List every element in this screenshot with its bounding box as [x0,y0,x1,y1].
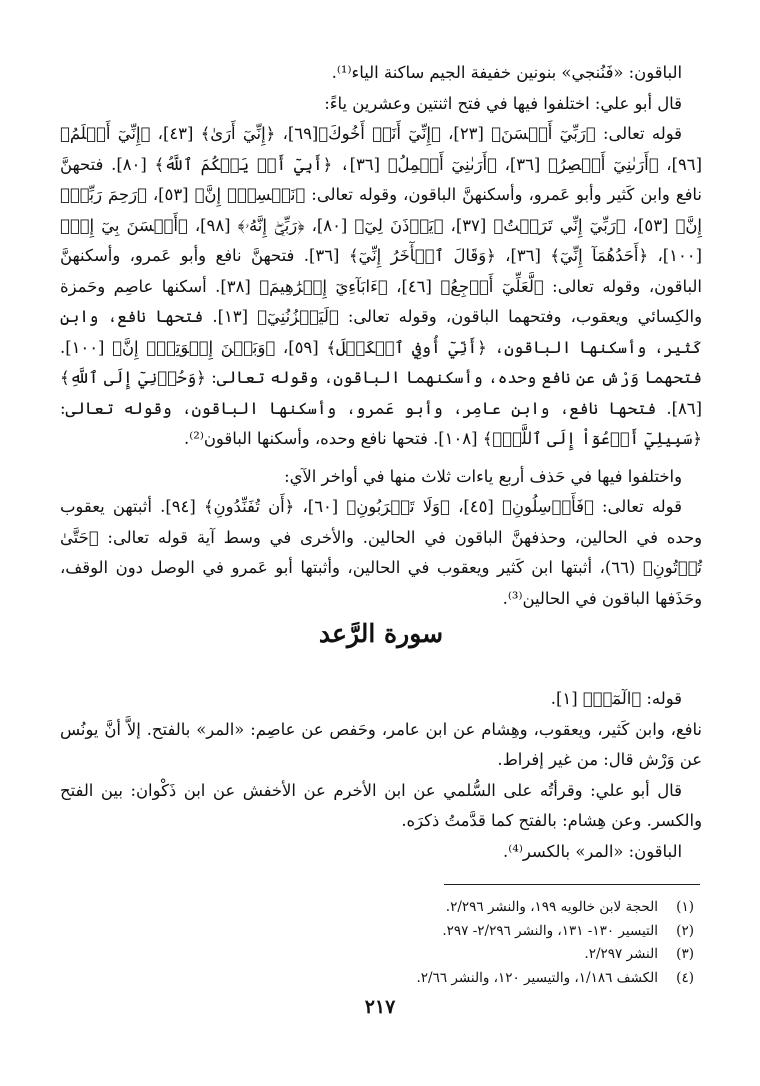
footnote-text: النشر ٢/٢٩٧. [584,946,658,962]
paragraph: الباقون: «المر» بالكسر⁽⁴⁾. [502,841,682,861]
footnote-text: الحجة لابن خالويه ١٩٩، والنشر ٢/٢٩٦. [445,899,658,915]
footnote [60,967,694,991]
paragraph: الباقون: «فَنُنجي» بنونين خفيفة الجيم ساكنة الياء⁽¹⁾. [331,63,682,82]
paragraph: نافع، وابن كَثير، ويعقوب، وهِشام عن ابن عامر، وحَفص عن عاصِم: «المر» بالفتح. إلاَّ أنَّ يونُس عن وَرْش قال: من غير إفراط. [60,719,702,769]
section-title: سورة الرَّعد [318,619,444,648]
footnotes [60,896,694,990]
footnote-number: (٣) [676,946,694,962]
section-text-block [60,684,702,867]
paragraph: قال أبو علي: وقرأتُه على السُّلمي عن ابن الأخرم عن الأخفش عن ابن ذَكْوان: بين الفتح والكسر. وعن هِشام: بالفتح كما قدَّمتُ ذكرَه. [60,780,702,830]
footnote [60,896,694,920]
footnote [60,943,694,967]
paragraph: واختلفوا فيها في حَذف أربع ياءات ثلاث منها في أواخر الآي: [284,466,682,486]
paragraph: قوله: ﴿الٓمٓرۚ﴾ [١]. [550,689,682,708]
paragraph: قوله تعالى: ﴿فَأَرۡسِلُونِ﴾ [٤٥]، ﴿وَلَا تَقۡرَبُونِ﴾ [٦٠]، ﴿أَن تُفَنِّدُونِ﴾ [٩٤]. أثبتهن يعقوب وحده في الحالين، وحذفهنَّ الباقون في الحالين. والأخرى في وسط آية قوله تعالى: ﴿حَتَّىٰ تُؤۡتُونِ﴾ (٦٦)، أثبتها ابن كَثير ويعقوب في الحالين، وأثبتها أبو عَمرو في الوصل دون الوقف، وحَذَفها الباقون في الحالين⁽³⁾. [60,497,702,608]
footnote-text: الكشف ١/١٨٦، والتيسير ١٢٠، والنشر ٢/٦٦. [416,969,658,986]
footnote-number: (١) [676,899,694,915]
footnote [60,920,694,944]
paragraph: قال أبو علي: اختلفوا فيها في فتح اثنتين وعشرين ياءً: [324,93,682,113]
page-number: ٢١٧ [364,996,396,1018]
paragraph: قوله تعالى: ﴿رَبِّيٓ أَحۡسَنَ﴾ [٢٣]، ﴿إِنِّيٓ أَنَا۠ أَخُوكَ﴾[٦٩]، ﴿إِنِّيٓ أَرَىٰ﴾ [٤٣]، ﴿إِنِّيٓ أَعۡلَمُ﴾ [٩٦]، ﴿أَرَىٰنِيٓ أَعۡصِرُ﴾ [٣٦]، ﴿أَرَىٰنِيٓ أَحۡمِلُ﴾ [٣٦]، ﴿أَبِيٓ أَوۡ يَحۡكُمَ ٱللَّهُ﴾ [٨٠]. فتحهنَّ نافع وابن كَثير وأبو عَمرو، وأسكنهنَّ الباقون، وقوله تعالى: ﴿نَفۡسِيٓۚ إِنَّ﴾ [٥٣]، ﴿رَحِمَ رَبِّيٓۚ إِنَّ﴾ [٥٣]، ﴿رَبِّيٓ إِنِّي تَرَكۡتُ﴾ [٣٧]، ﴿يَأۡذَنَ لِيٓ﴾ [٨٠]، ﴿رَبِّيٓۖ إِنَّهُۥ﴾ [٩٨]، ﴿أَحۡسَنَ بِيٓ إِذۡ﴾ [١٠٠]، ﴿أَحَدُهُمَآ إِنِّيٓ﴾ [٣٦]، ﴿وَقَالَ ٱلۡأٓخَرُ إِنِّيٓ﴾ [٣٦]. فتحهنَّ نافع وأبو عَمرو، وأسكنهنَّ الباقون، وقوله تعالى: ﴿لَّعَلِّيٓ أَرۡجِعُ﴾ [٤٦]، ﴿ءَابَآءِيٓ إِبۡرَٰهِيمَ﴾ [٣٨]. أسكنها عاصِم وحَمزة والكِسائي ويعقوب، وفتحهما الباقون، وقوله تعالى: ﴿لَيَحۡزُنُنِيٓ﴾ [١٣]. فتحها نافع، وابن كَثير، وأسكنها الباقون، ﴿أَنِّيٓ أُوفِي ٱلۡكَيۡلَ﴾ [٥٩]، ﴿وَبَيۡنَ إِخۡوَتِيٓۚ إِنَّ﴾ [١٠٠]. فتحهما وَرْش عن نافع وحده، وأسكنهما الباقون، وقوله تعالى: ﴿وَحُزۡنِيٓ إِلَى ٱللَّهِ﴾ [٨٦]. فتحها نافع، وابن عامِر، وأبو عَمرو، وأسكنها الباقون، وقوله تعالى: ﴿سَبِيلِيٓ أَدۡعُوٓاْ إِلَى ٱللَّهِۚ﴾ [١٠٨]. فتحها نافع وحده، وأسكنها الباقون⁽²⁾. [60,124,702,448]
footnote-number: (٤) [676,969,694,986]
main-text-block [60,58,702,614]
footnote-divider [444,884,700,885]
footnote-text: التيسير ١٣٠- ١٣١، والنشر ٢/٢٩٦- ٢٩٧. [442,922,658,939]
footnote-number: (٢) [676,922,694,939]
